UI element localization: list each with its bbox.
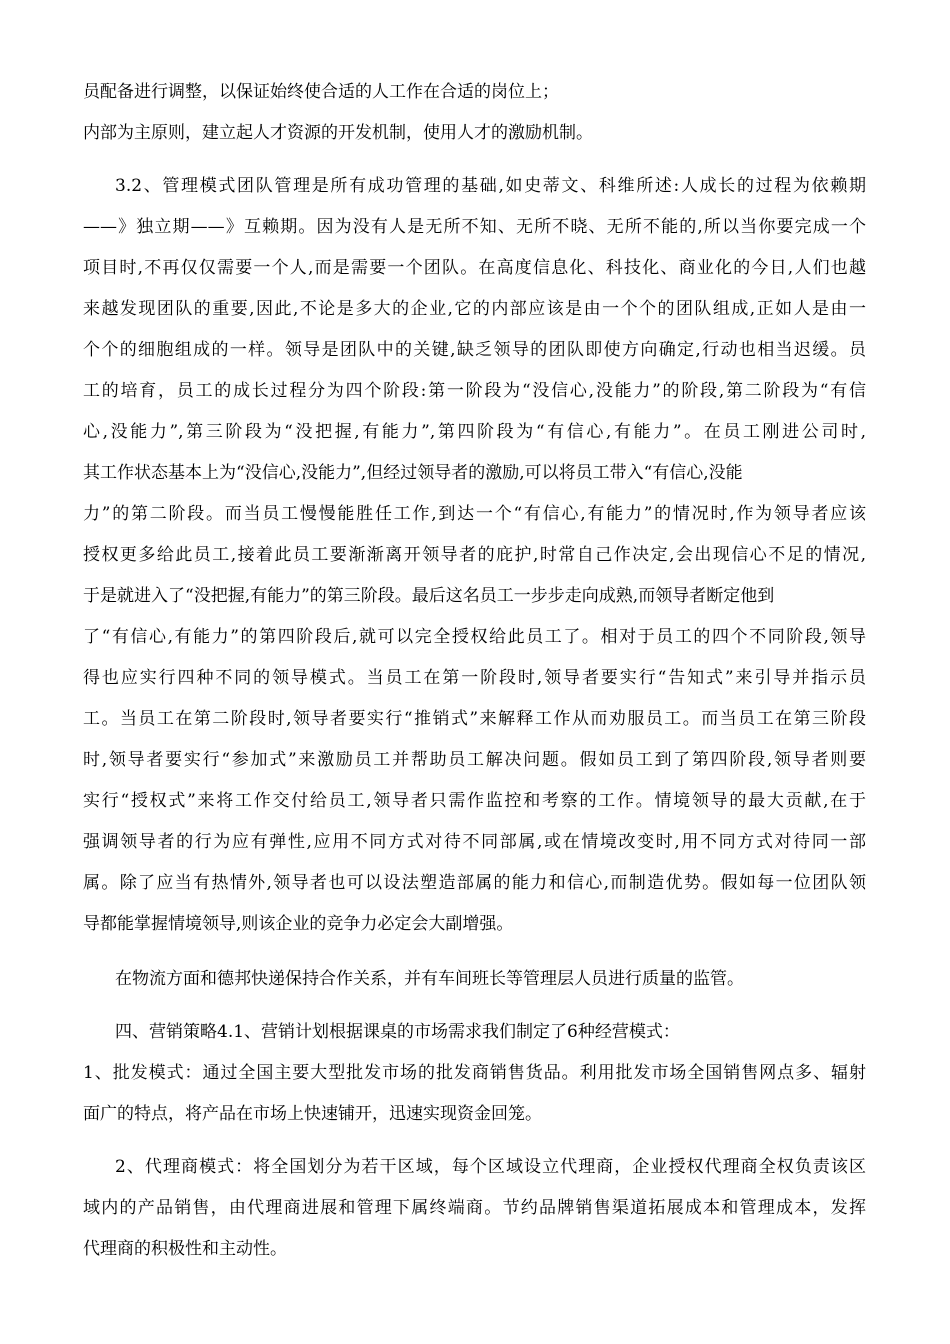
text-line: 来越发现团队的重要,因此,不论是多大的企业,它的内部应该是由一个个的团队组成,正如人是由一	[83, 299, 866, 319]
text-line: 员配备进行调整，以保证始终使合适的人工作在合适的岗位上；	[83, 82, 559, 102]
text-line: 1、批发模式：通过全国主要大型批发市场的批发商销售货品。利用批发市场全国销售网点多、辐射	[83, 1063, 866, 1083]
text-line: 内部为主原则，建立起人才资源的开发机制，使用人才的激励机制。	[83, 123, 593, 143]
text-line: 面广的特点，将产品在市场上快速铺开，迅速实现资金回笼。	[83, 1104, 542, 1124]
text-line: 四、营销策略4.1、营销计划根据课桌的市场需求我们制定了6种经营模式：	[115, 1022, 680, 1042]
text-line: 其工作状态基本上为“没信心,没能力”,但经过领导者的激励,可以将员工带入“有信心,没能	[83, 463, 743, 483]
text-line: 于是就进入了“没把握,有能力”的第三阶段。最后这名员工一步步走向成熟,而领导者断定他到	[83, 586, 775, 606]
text-line: 2、代理商模式：将全国划分为若干区域，每个区域设立代理商，企业授权代理商全权负责该区	[115, 1157, 866, 1177]
text-line: 强调领导者的行为应有弹性,应用不同方式对待不同部属,或在情境改变时,用不同方式对待同一部	[83, 832, 866, 852]
text-line: 时,领导者要实行“参加式”来激励员工并帮助员工解决问题。假如员工到了第四阶段,领导者则要	[83, 750, 866, 770]
text-line: 在物流方面和德邦快递保持合作关系，并有车间班长等管理层人员进行质量的监管。	[115, 969, 744, 989]
text-line: 3.2、管理模式团队管理是所有成功管理的基础,如史蒂文、科维所述:人成长的过程为依赖期	[115, 176, 866, 196]
text-line: 心,没能力”,第三阶段为“没把握,有能力”,第四阶段为“有信心,有能力”。在员工刚进公司时,	[83, 422, 866, 442]
text-line: 项目时,不再仅仅需要一个人,而是需要一个团队。在高度信息化、科技化、商业化的今日,人们也越	[83, 258, 866, 278]
text-line: 实行“授权式”来将工作交付给员工,领导者只需作监控和考察的工作。情境领导的最大贡献,在于	[83, 791, 866, 811]
text-line: 工的培育，员工的成长过程分为四个阶段:第一阶段为“没信心,没能力”的阶段,第二阶段为“有信	[83, 381, 866, 401]
text-line: 个个的细胞组成的一样。领导是团队中的关键,缺乏领导的团队即使方向确定,行动也相当迟缓。员	[83, 340, 866, 360]
text-line: 域内的产品销售，由代理商进展和管理下属终端商。节约品牌销售渠道拓展成本和管理成本，发挥	[83, 1198, 866, 1218]
text-line: 力”的第二阶段。而当员工慢慢能胜任工作,到达一个“有信心,有能力”的情况时,作为领导者应该	[83, 504, 866, 524]
text-line: 得也应实行四种不同的领导模式。当员工在第一阶段时,领导者要实行“告知式”来引导并指示员	[83, 668, 866, 688]
text-line: 授权更多给此员工,接着此员工要渐渐离开领导者的庇护,时常自己作决定,会出现信心不足的情况,	[83, 545, 866, 565]
text-line: 工。当员工在第二阶段时,领导者要实行“推销式”来解释工作从而劝服员工。而当员工在第三阶段	[83, 709, 866, 729]
text-line: 属。除了应当有热情外,领导者也可以设法塑造部属的能力和信心,而制造优势。假如每一位团队领	[83, 873, 866, 893]
text-line: ——》独立期——》互赖期。因为没有人是无所不知、无所不晓、无所不能的,所以当你要完成一个	[83, 217, 866, 237]
text-line: 了“有信心,有能力”的第四阶段后,就可以完全授权给此员工了。相对于员工的四个不同阶段,领导	[83, 627, 866, 647]
text-line: 导都能掌握情境领导,则该企业的竞争力必定会大副增强。	[83, 914, 514, 934]
text-line: 代理商的积极性和主动性。	[83, 1239, 287, 1259]
